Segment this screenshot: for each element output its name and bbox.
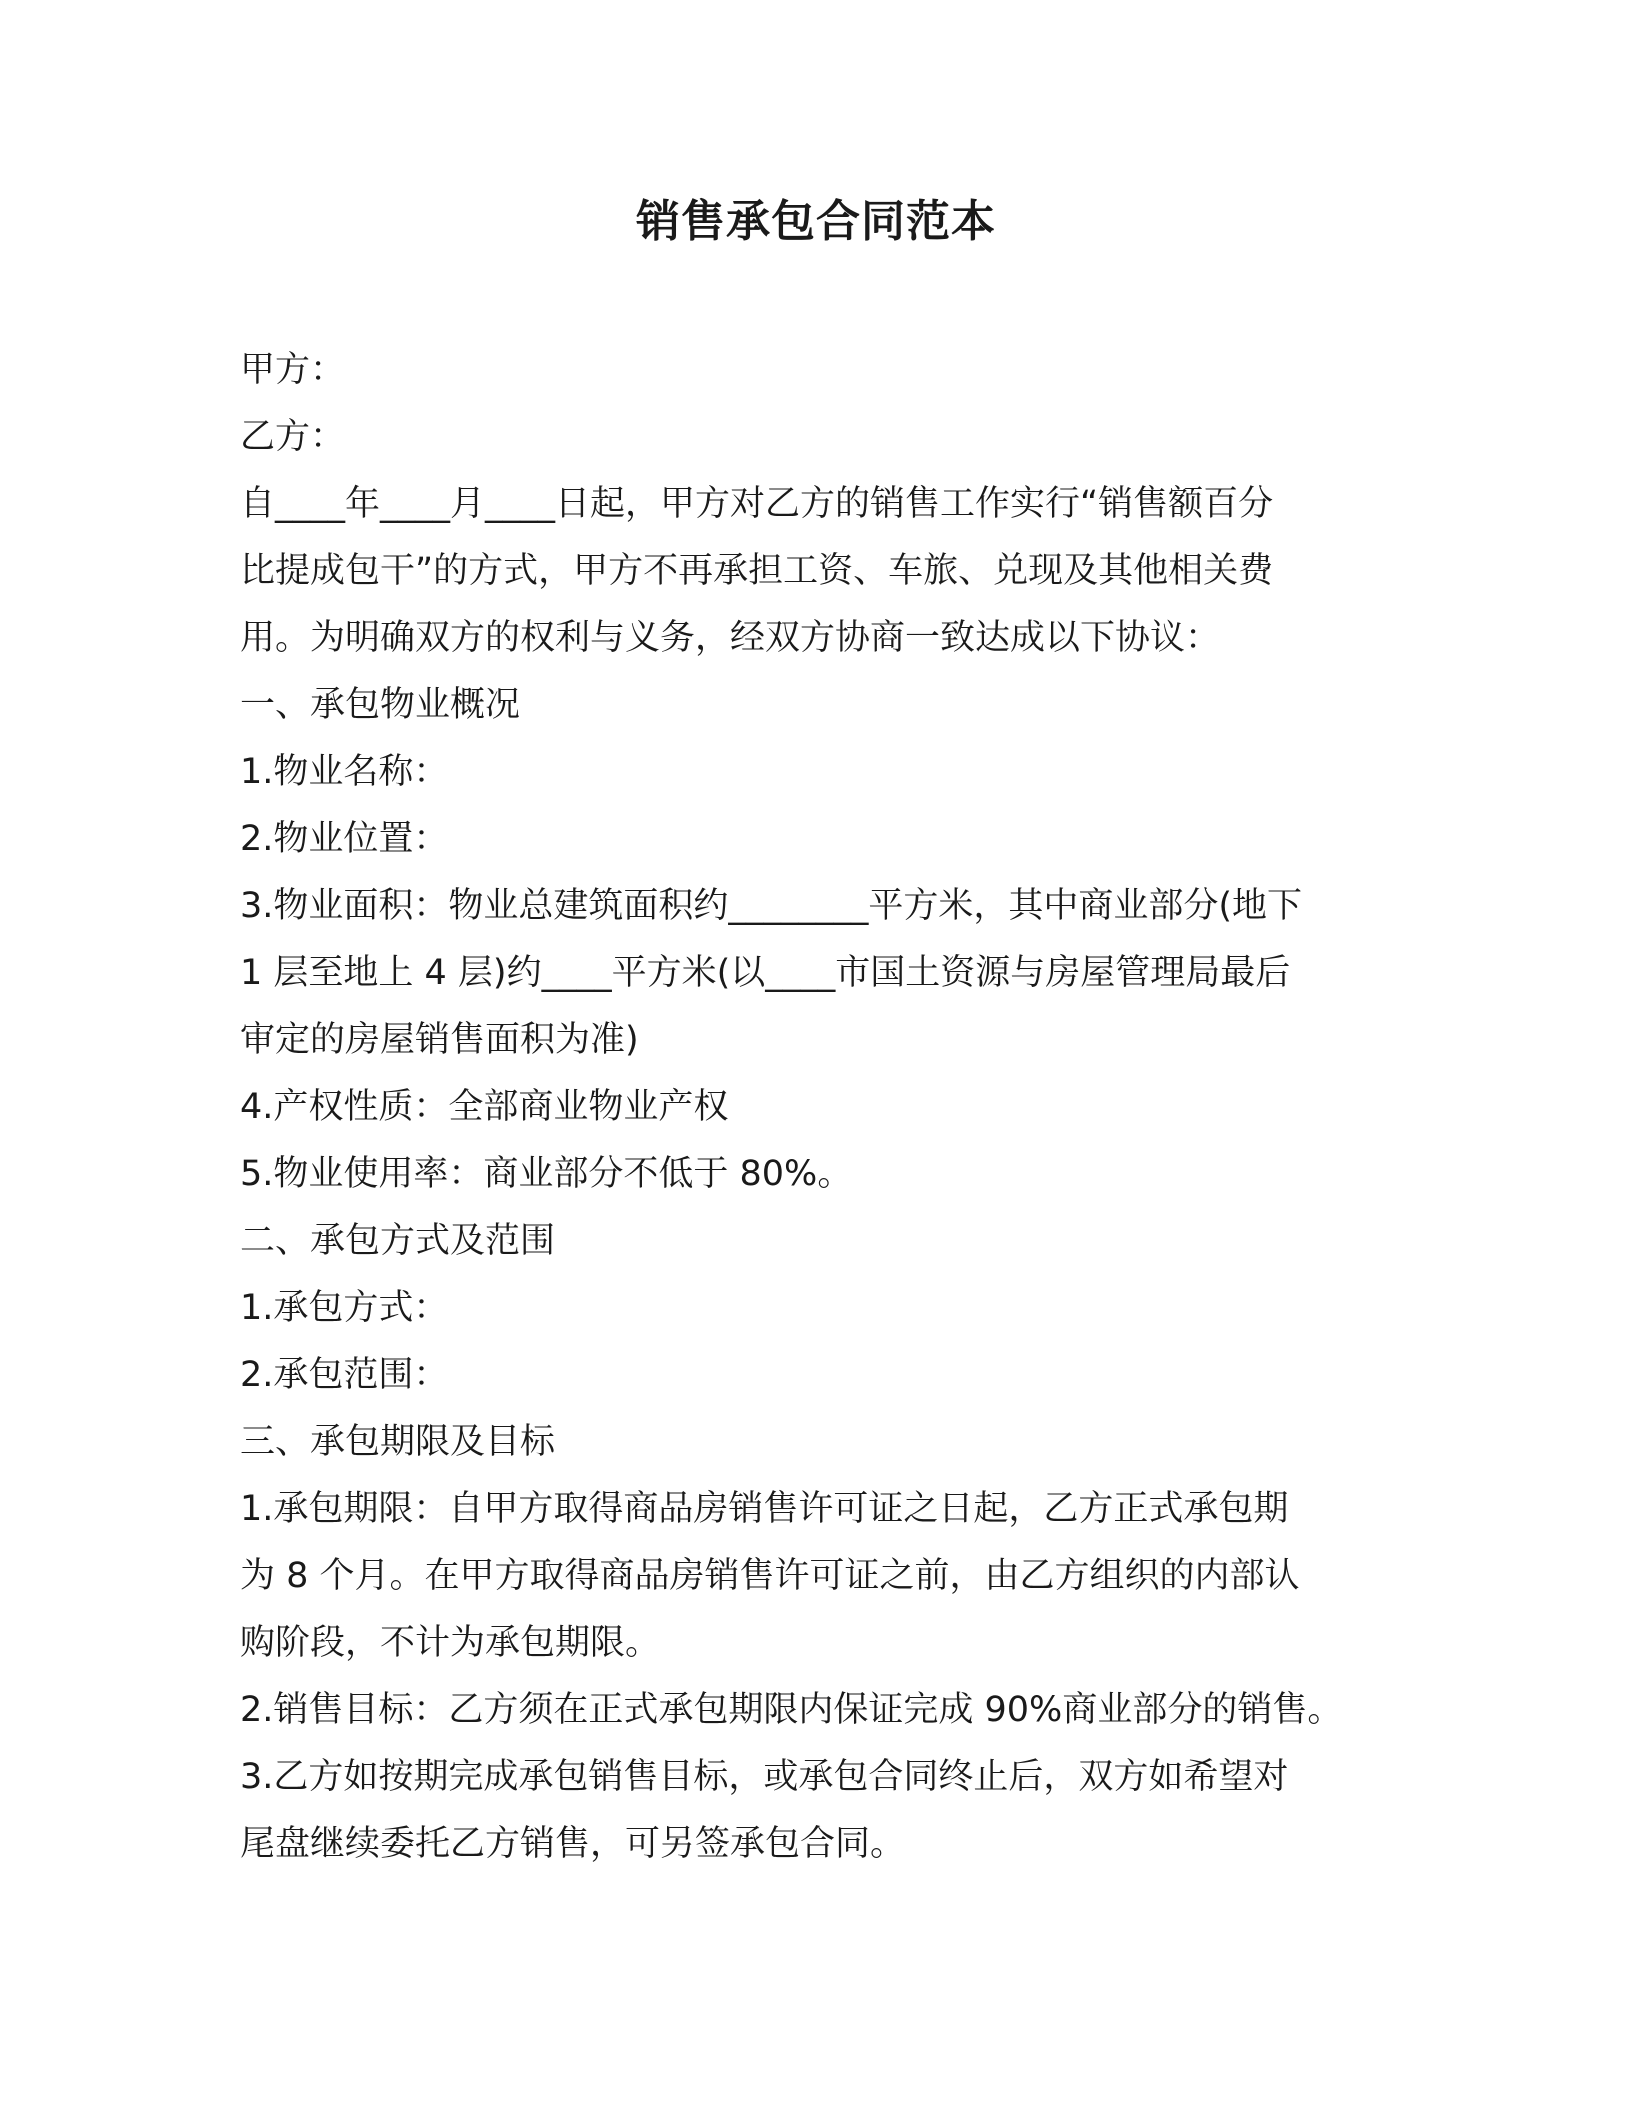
- section-heading-2: 二、承包方式及范围: [240, 1221, 556, 1261]
- renewal-line-1: 3.乙方如按期完成承包销售目标，或承包合同终止后，双方如希望对: [240, 1757, 1289, 1797]
- party-a-line: 甲方：: [240, 350, 346, 390]
- contract-term-line-1: 1.承包期限：自甲方取得商品房销售许可证之日起，乙方正式承包期: [240, 1489, 1289, 1529]
- section-heading-1: 一、承包物业概况: [240, 685, 521, 725]
- property-area-line-2: 1 层至地上 4 层)约____平方米(以____市国土资源与房屋管理局最后: [240, 953, 1291, 993]
- property-usage-line: 5.物业使用率：商业部分不低于 80%。: [240, 1154, 853, 1194]
- document-title: 销售承包合同范本: [636, 196, 996, 247]
- property-rights-line: 4.产权性质：全部商业物业产权: [240, 1087, 729, 1127]
- section-heading-3: 三、承包期限及目标: [240, 1422, 556, 1462]
- preamble-line-3: 用。为明确双方的权利与义务，经双方协商一致达成以下协议：: [240, 618, 1221, 658]
- contract-term-line-2: 为 8 个月。在甲方取得商品房销售许可证之前，由乙方组织的内部认: [240, 1556, 1300, 1596]
- party-b-line: 乙方：: [240, 417, 346, 457]
- property-location-line: 2.物业位置：: [240, 819, 449, 859]
- property-area-line-1: 3.物业面积：物业总建筑面积约________平方米，其中商业部分(地下: [240, 886, 1303, 926]
- contract-scope-line: 2.承包范围：: [240, 1355, 449, 1395]
- sales-target-line: 2.销售目标：乙方须在正式承包期限内保证完成 90%商业部分的销售。: [240, 1690, 1343, 1730]
- contract-term-line-3: 购阶段，不计为承包期限。: [240, 1623, 661, 1663]
- contract-method-line: 1.承包方式：: [240, 1288, 449, 1328]
- contract-body: [240, 337, 1390, 1878]
- property-area-line-3: 审定的房屋销售面积为准): [240, 1020, 639, 1060]
- preamble-line-2: 比提成包干”的方式，甲方不再承担工资、车旅、兑现及其他相关费: [240, 551, 1274, 591]
- renewal-line-2: 尾盘继续委托乙方销售，可另签承包合同。: [240, 1824, 906, 1864]
- preamble-line-1: 自____年____月____日起，甲方对乙方的销售工作实行“销售额百分: [240, 484, 1274, 524]
- property-name-line: 1.物业名称：: [240, 752, 449, 792]
